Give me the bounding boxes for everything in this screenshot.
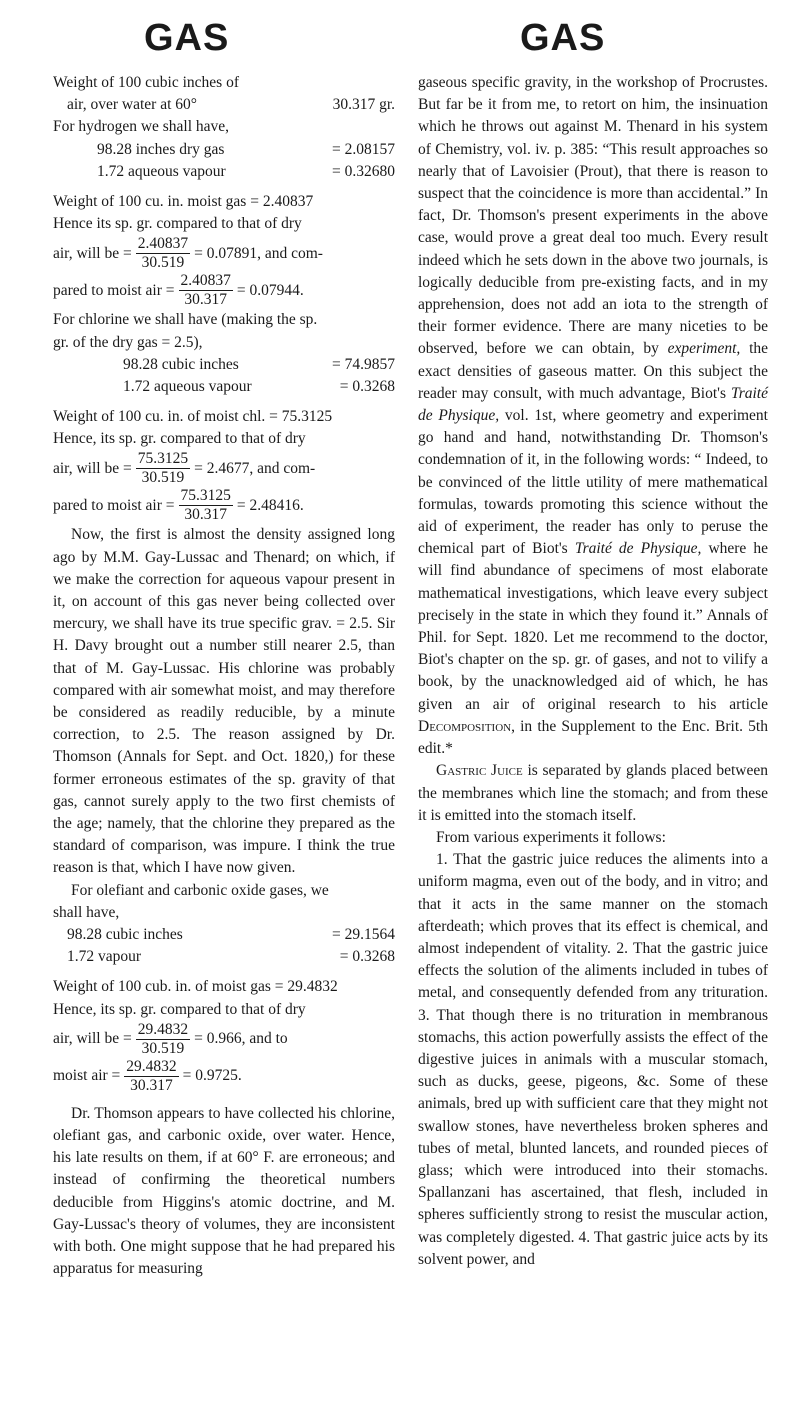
paragraph [418,72,768,760]
equation-prefix: air, will be = [53,244,132,262]
numerator: 29.4832 [126,1057,177,1075]
table-row [53,376,395,398]
equation [53,235,395,272]
row-label: 98.28 cubic inches [67,926,183,944]
book-title: Traité de Physique, [574,540,702,558]
fraction [124,1058,178,1095]
paragraph: Now, the first is almost the density assigned long ago by M.M. Gay-Lussac and Thenard; on which, if we make the correction for aqueous vapour present in it, on account of this gas never being collected over mercury, we shall have its true specific grav. = 2.5. Sir H. Davy brought out a number still nearer 2.5, than that of M. Gay-Lussac. His chlorine was probably compared with air somewhat moist, and may therefore be considered as readily reducible, by a minute correction, to 2.5. The reason assigned by Dr. Thomson (Annals for Sept. and Oct. 1820,) for these former erroneous estimates of the sp. gravity of that gas, cannot surely apply to the two first chemists of the age; namely, that the chlorine they prepared as the standard of comparison, was impure. I think the true reason is that, which I have now given. [53,526,395,877]
equation [53,272,395,309]
table-row [53,946,395,968]
table-row [53,94,395,116]
numerator: 2.40837 [180,272,231,290]
fraction [136,235,190,272]
paragraph-text: in the Supplement to the Enc. Brit. 5th edit.* [418,717,768,758]
text-line: Hence, its sp. gr. compared to that of dry [53,430,306,448]
numerator: 75.3125 [180,487,231,505]
book-title: Traité de Physique, [418,384,768,425]
row-value: = 0.32680 [332,162,395,180]
text-line: For chlorine we shall have (making the sp. [53,311,318,329]
paragraph-text: the exact densities of gaseous matter. On this subject the reader may consult, with much advantage, Biot's [418,340,768,402]
equation [53,1021,395,1058]
paragraph-text: is separated by glands placed between the membranes which line the stomach; and from these it is emitted into the stomach itself. [418,762,768,824]
row-label: 1.72 vapour [67,948,142,966]
text-line: For olefiant and carbonic oxide gases, we [71,881,329,899]
row-label: 98.28 cubic inches [123,355,239,373]
entry-headword: Gastric Juice [436,762,523,780]
fraction [136,450,190,487]
fraction [136,1021,190,1058]
denominator: 30.317 [184,291,228,309]
fraction [179,487,233,524]
table-row [53,139,395,161]
paragraph-text: gaseous specific gravity, in the workshop of Procrustes. But far be it from me, to retort on him, the insinuation which he throws out against M. Thenard in his system of Chemistry, vol. iv. p. 385: “This result approaches so nearly that of Lavoisier (Prout), that there is reason to suspect that the coincidence is more than accidental.” In fact, Dr. Thomson's present experiments in the above case, would prove a great deal too much. Every result indeed which he sets down in the above two journals, is logically deducible from pre-existing facts, and in my apprehension, does not add an iota to the strength of their former evidence. There are many niceties to be observed, before we can obtain, by [418,74,768,358]
left-column [53,72,395,1280]
denominator: 30.519 [141,469,185,487]
table-row [53,354,395,376]
equation-prefix: air, will be = [53,1030,132,1048]
denominator: 30.519 [141,254,185,272]
row-value: = 0.3268 [339,948,395,966]
equation-prefix: pared to moist air = [53,496,175,514]
fraction [179,272,233,309]
table-row [53,161,395,183]
entry-paragraph [418,760,768,827]
equation [53,1058,395,1095]
denominator: 30.519 [141,1039,185,1057]
paragraph-text: where he will find abundance of specimens of most elaborate mathematical investigations, which leave every subject precisely in the state in which they found it.” Annals of Phil. for Sept. 1820. Let me recommend to the doctor, Biot's chapter on the sp. gr. of gases, and not to vilify a book, by the unacknowledged aid of which, he has given an air of original research to his article [418,540,769,713]
paragraph: From various experiments it follows: [436,828,666,846]
numerator: 75.3125 [137,450,189,468]
row-value: = 29.1564 [332,926,395,944]
text-line: gr. of the dry gas = 2.5), [53,333,203,351]
text-line: Weight of 100 cubic inches of [53,74,239,91]
paragraph-text: vol. 1st, where geometry and experiment go hand and hand, notwithstanding Dr. Thomson's condemnation of it, in the following words: “ Indeed, to be convinced of the little utility of mere mathematical formulas, towards promoting this science without the aid of experiment, the reader has only to peruse the chemical part of Biot's [418,407,768,558]
row-label: 1.72 aqueous vapour [97,162,226,180]
equation-prefix: moist air = [53,1067,121,1085]
equation-prefix: air, will be = [53,459,132,477]
running-header-left: GAS [144,17,230,59]
text-line: Hence its sp. gr. compared to that of dry [53,215,302,233]
paragraph: 1. That the gastric juice reduces the aliments into a uniform magma, even out of the body, and in vitro; and that it acts in the same manner on the stomach afterdeath; which proves that its effect is chemical, and almost independent of vitality. 2. That the gastric juice effects the solution of the aliments included in tubes of metal, and consequently defended from any trituration. 3. That though there is no trituration in membranous stomachs, this action powerfully assists the effect of the digestive juices in animals with a muscular stomach, such as ducks, geese, pigeons, &c. Some of these animals, bred up with sufficient care that they might not swallow stones, have nevertheless broken spheres and tubes of metal, blunted lancets, and rounded pieces of glass; which were introduced into their stomachs. Spallanzani has ascertained, that flesh, included in spheres sufficiently strong to resist the muscular action, was completely digested. 4. That gastric juice acts by its solvent power, and [418,851,768,1268]
equation-suffix: = 0.07891, and com- [194,244,323,262]
row-value: = 0.3268 [339,377,395,395]
equation-prefix: pared to moist air = [53,281,175,299]
weight-line: Weight of 100 cu. in. moist gas = 2.40837 [53,192,314,210]
row-value: = 2.08157 [332,140,395,158]
equation-suffix: = 2.4677, and com- [194,459,316,477]
paragraph: Dr. Thomson appears to have collected his chlorine, olefiant gas, and carbonic oxide, over water. Hence, his late results on them, if at 60° F. are erroneous; and instead of confirming the theoretical numbers deducible from Higgins's atomic doctrine, and M. Gay-Lussac's theory of volumes, they are inconsistent with both. One might suppose that he had prepared his apparatus for measuring [53,1104,395,1278]
running-header-right: GAS [520,17,606,59]
table-row [53,924,395,946]
row-label: 98.28 inches dry gas [97,140,225,158]
numerator: 29.4832 [137,1020,189,1038]
text-line: shall have, [53,903,120,921]
equation-suffix: = 2.48416. [236,496,304,514]
right-column [418,72,768,1271]
weight-line: Weight of 100 cu. in. of moist chl. = 75.3125 [53,408,333,426]
equation [53,450,395,487]
weight-line: Weight of 100 cub. in. of moist gas = 29.4832 [53,978,338,996]
row-value: 30.317 gr. [332,96,395,114]
emphasis: experiment, [667,340,741,358]
equation-suffix: = 0.966, and to [194,1030,288,1048]
numerator: 2.40837 [137,235,189,253]
article-title: Decomposition, [418,717,515,735]
row-label: air, over water at 60° [67,96,197,114]
equation [53,487,395,524]
denominator: 30.317 [130,1076,173,1094]
equation-suffix: = 0.07944. [236,281,304,299]
denominator: 30.317 [184,506,228,524]
row-label: 1.72 aqueous vapour [123,377,252,395]
text-line: For hydrogen we shall have, [53,118,230,136]
equation-suffix: = 0.9725. [182,1067,242,1085]
text-line: Hence, its sp. gr. compared to that of dry [53,1000,306,1018]
row-value: = 74.9857 [332,355,395,373]
